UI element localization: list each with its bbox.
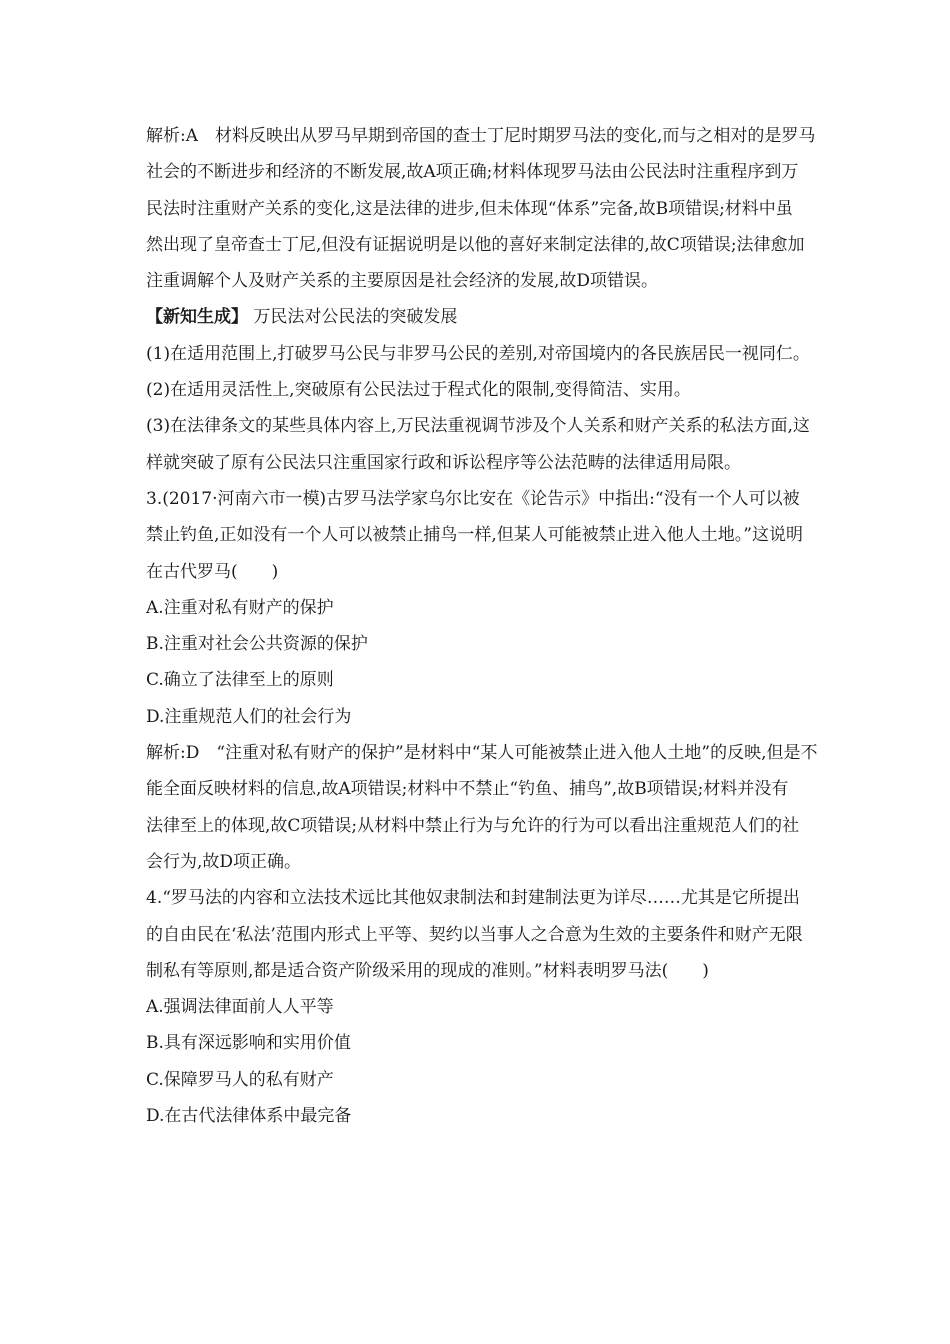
- analysis-line: 解析:A 材料反映出从罗马早期到帝国的查士丁尼时期罗马法的变化,而与之相对的是罗马: [146, 126, 816, 146]
- q3-stem-line: 在古代罗马( ): [146, 561, 279, 582]
- q3-analysis-line: 解析:D “注重对私有财产的保护”是材料中“某人可能被禁止进入他人土地”的反映,但是不: [146, 743, 818, 764]
- q3-option-a: A.注重对私有财产的保护: [146, 597, 334, 618]
- q3-analysis-line: 法律至上的体现,故C项错误;从材料中禁止行为与允许的行为可以看出注重规范人们的社: [146, 815, 800, 836]
- question-3: [146, 481, 818, 880]
- analysis-line: 然出现了皇帝查士丁尼,但没有证据说明是以他的喜好来制定法律的,故C项错误;法律愈加: [146, 234, 805, 255]
- q3-option-c: C.确立了法律至上的原则: [146, 670, 334, 691]
- q4-option-c: C.保障罗马人的私有财产: [146, 1069, 334, 1090]
- new-knowledge-title: 万民法对公民法的突破发展: [253, 307, 458, 328]
- q4-stem-line: 4.“罗马法的内容和立法技术远比其他奴隶制法和封建制法更为详尽……尤其是它所提出: [146, 888, 800, 909]
- q4-stem-line: 制私有等原则,都是适合资产阶级采用的现成的准则。”材料表明罗马法( ): [146, 960, 709, 981]
- knowledge-point: (3)在法律条文的某些具体内容上,万民法重视调节涉及个人关系和财产关系的私法方面,这: [146, 416, 810, 437]
- knowledge-point: (2)在适用灵活性上,突破原有公民法过于程式化的限制,变得简洁、实用。: [146, 380, 691, 401]
- q3-option-d: D.注重规范人们的社会行为: [146, 706, 352, 727]
- analysis-line: 注重调解个人及财产关系的主要原因是社会经济的发展,故D项错误。: [146, 271, 659, 292]
- q4-option-a: A.强调法律面前人人平等: [146, 997, 334, 1018]
- new-knowledge-header: [146, 299, 808, 335]
- document-page: [146, 118, 818, 1134]
- q3-stem-line: 禁止钓鱼,正如没有一个人可以被禁止捕鸟一样,但某人可能被禁止进入他人土地。”这说明: [146, 525, 803, 546]
- q4-option-b: B.具有深远影响和实用价值: [146, 1033, 351, 1054]
- prev-analysis: [146, 118, 816, 299]
- q4-option-d: D.在古代法律体系中最完备: [146, 1106, 352, 1127]
- q3-analysis-line: 能全面反映材料的信息,故A项错误;材料中不禁止“钓鱼、捕鸟”,故B项错误;材料并没有: [146, 779, 789, 800]
- knowledge-points: [146, 336, 808, 481]
- q4-stem-line: 的自由民在‘私法’范围内形式上平等、契约以当事人之合意为生效的主要条件和财产无限: [146, 924, 803, 945]
- q3-analysis-line: 会行为,故D项正确。: [146, 851, 302, 872]
- question-4: [146, 880, 808, 1134]
- q3-stem-line: 3.(2017·河南六市一模)古罗马法学家乌尔比安在《论告示》中指出:“没有一个人可以被: [146, 488, 800, 509]
- analysis-line: 民法时注重财产关系的变化,这是法律的进步,但未体现“体系”完备,故B项错误;材料中虽: [146, 198, 793, 219]
- new-knowledge-heading: 【新知生成】: [146, 307, 248, 328]
- q3-option-b: B.注重对社会公共资源的保护: [146, 634, 368, 655]
- analysis-line: 社会的不断进步和经济的不断发展,故A项正确;材料体现罗马法由公民法时注重程序到万: [146, 162, 799, 183]
- knowledge-point: (1)在适用范围上,打破罗马公民与非罗马公民的差别,对帝国境内的各民族居民一视同仁。: [146, 343, 810, 364]
- knowledge-point: 样就突破了原有公民法只注重国家行政和诉讼程序等公法范畴的法律适用局限。: [146, 452, 741, 473]
